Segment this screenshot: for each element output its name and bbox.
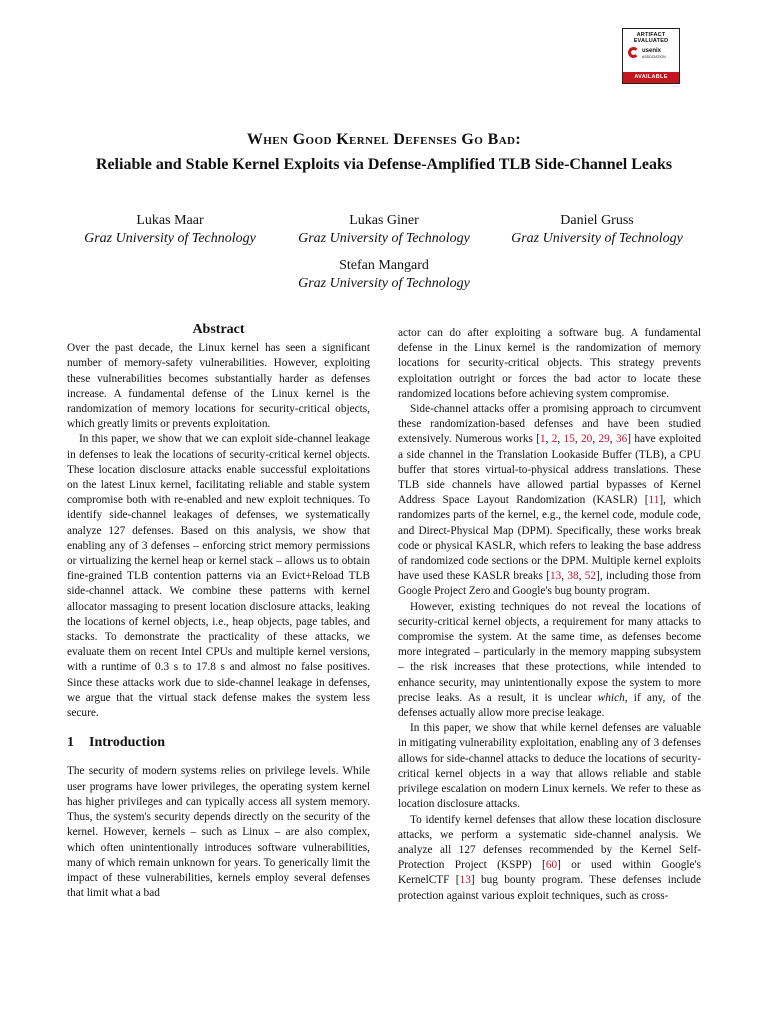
badge-line1: ARTIFACT [636,32,666,38]
body-paragraph: Side-channel attacks offer a promising approach to circumvent these randomization-based defenses and have been studied extensively. Numerous works [1, 2, 15, 20, 29, 36] have exploited a side channel in the Translation Lookaside Buffer (TLB), a CPU buffer that stores virtual-to-physical address translations. These TLB side channels have allowed partial bypasses of Kernel Address Space Layout Randomization (KASLR) [11], which randomizes parts of the kernel, e.g., the kernel code, module code, and Direct-Physical Map (DPM). Specifically, these works break code or physical KASLR, which refers to leaking the base address of randomized code sections or the DPM. Multiple kernel exploits have used these KASLR breaks [13, 38, 52], including those from Google Project Zero and Google's bug bounty program. [398,403,702,598]
text-run: ] have exploited a side channel in the Translation Lookaside Buffer (TLB), a CPU buffer that stores virtual-to-physical address translations. These TLB side channels have allowed partial bypasses of Kernel Address Space Layout Randomization (KASLR) [ [398,433,702,507]
artifact-badge [622,28,680,84]
author-affiliation: Graz University of Technology [298,231,470,246]
paper-title-line2: Reliable and Stable Kernel Exploits via Defense-Amplified TLB Side-Channel Leaks [95,156,673,173]
section-number: 1 [67,735,74,751]
author-name: Lukas Maar [136,213,204,228]
body-paragraph [398,813,701,904]
author-name: Daniel Gruss [560,213,634,228]
left-column [67,322,370,901]
body-paragraph: actor can do after exploiting a software bug. A fundamental defense in the Linux kernel is the randomization of memory locations for security-critical objects. This strategy prevents exploitation outright or forces the bad actor to locate these randomized locations before achieving system compromise. [398,327,701,400]
author-affiliation: Graz University of Technology [298,276,470,291]
usenix-ring-icon [628,47,639,58]
citation-link[interactable]: 60 [545,859,558,872]
emphasis: which [597,691,625,704]
body-paragraph: In this paper, we show that while kernel defenses are valuable in mitigating vulnerability exploitation, enabling any of 3 defenses allows for side-channel attacks to deduce the locations of security-critical kernel objects in a way that allows reliable and stable privilege escalation on modern Linux kernels. We refer to these as location disclosure attacks. [398,722,701,811]
author-block [70,212,270,248]
text-run: , if any, of the defenses actually allow more precise leakage. [398,691,701,720]
abstract-heading: Abstract [192,322,245,337]
author-block [284,257,484,293]
text-run: ], including those from Google Project Zero and Google's bug bounty program. [398,570,701,598]
right-column [398,326,701,904]
author-name: Lukas Giner [349,213,419,228]
paper-title-line1: When Good Kernel Defenses Go Bad: [246,131,522,148]
author-affiliation: Graz University of Technology [511,231,683,246]
author-block [497,212,697,248]
text-run: ], which randomizes parts of the kernel, e.g., the kernel code, module code, and Direct-Physical Map (DPM). Specifically, these works break code or physical KASLR, which refers to leaking the base address of randomized code sections or the DPM. Multiple kernel exploits have used these KASLR breaks [ [398,494,701,583]
citation-link[interactable]: 11 [648,494,660,507]
abstract-paragraph: Over the past decade, the Linux kernel has seen a significant number of memory-safety vulnerabilities. However, exploiting these vulnerabilities becomes substantially harder as defenses increase. A fundamental defense of the Linux kernel is the randomization of memory locations for security-critical objects, which greatly limits or prevents exploitation. [67,342,370,431]
badge-line2: EVALUATED [633,38,669,44]
text-run: ] or used within Google's KernelCTF [ [398,859,701,887]
text-run: ] bug bounty program. These defenses include protection against various exploit techniques, such as cross- [398,874,701,902]
author-affiliation: Graz University of Technology [84,231,256,246]
citation-link[interactable]: 36 [615,433,628,446]
abstract-paragraph: In this paper, we show that we can exploit side-channel leakage in defenses to leak the locations of security-critical kernel objects. These location disclosure attacks enable successful exploitations on the latest Linux kernel, facilitating reliable and stable system compromise both with re-enabled and new exploit techniques. To identify side-channel leakages of defenses, we systematically analyze 127 defenses. Based on this analysis, we show that enabling any of 3 defenses – enforcing strict memory permissions or virtualizing the kernel heap or kernel stack – allows us to obtain fine-grained TLB contention patterns via an Evict+Reload TLB side-channel attack. We combine these patterns with kernel allocator massaging to present location disclosure attacks, leaking the locations of kernel objects, i.e., heap objects, page tables, and stacks. To demonstrate the practicality of these attacks, we evaluate them on recent Intel CPUs and multiple kernel versions, with a runtime of 0.3 s to 17.8 s and almost no false positives. Since these attacks work due to side-channel leakage in defenses, we argue that the virtual stack defense makes the system less secure. [67,433,370,720]
citation-link[interactable]: 13 [549,570,562,583]
citation-link[interactable]: 52 [584,570,597,583]
citation-link[interactable]: 13 [459,874,471,887]
citation-link[interactable]: 15 [563,433,575,446]
badge-org: usenix [642,48,662,54]
usenix-logo [623,45,679,63]
body-paragraph: The security of modern systems relies on privilege levels. While user programs have lower privileges, the operating system kernel has higher privileges and can typically access all system memory. Thus, the system's security depends directly on the security of the kernel. However, kernels – such as Linux – are also complex, which often unintentionally introduces software vulnerabilities, many of which remain unknown for years. To generically limit the impact of these vulnerabilities, kernels employ several defenses that limit what a bad [67,765,370,900]
citation-link[interactable]: 38 [567,570,579,583]
section-title: Introduction [89,735,165,751]
citation-link[interactable]: 2 [551,433,558,446]
badge-status: AVAILABLE [623,72,679,83]
citation-link[interactable]: 1 [539,433,546,446]
badge-org-sub: ASSOCIATION [642,55,666,59]
text-run: To identify kernel defenses that allow these location disclosure attacks, we perform a systematic side-channel analysis. We analyze all 127 defenses recommended by the Kernel Self-Protection Project (KSPP) [ [398,813,701,872]
citation-link[interactable]: 29 [598,433,610,446]
body-paragraph [398,600,701,722]
section-heading-introduction [67,735,370,750]
text-run: Side-channel attacks offer a promising approach to circumvent these randomization-based defenses and have been studied extensively. Numerous works [ [398,403,701,446]
citation-link[interactable]: 20 [581,433,593,446]
text-run: However, existing techniques do not reveal the locations of security-critical kernel objects, a requirement for many attacks to compromise the system. At the same time, as defenses become more integrated – particularly in the memory mapping subsystem – the risk increases that these protections, while intended to enhance security, may unintentionally expose the system to more precise leaks. As a result, it is unclear [398,600,701,704]
author-name: Stefan Mangard [339,258,429,273]
author-block [284,212,484,248]
